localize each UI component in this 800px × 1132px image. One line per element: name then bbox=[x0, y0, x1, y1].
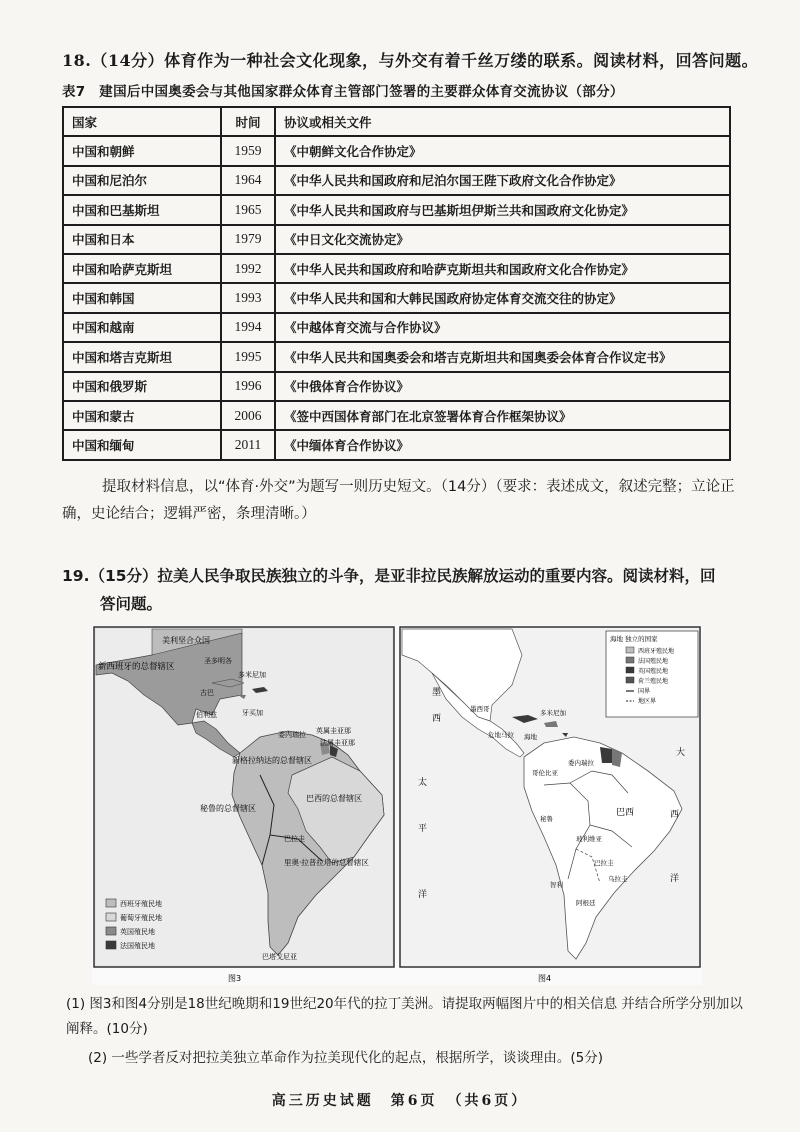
map4-legend-britain: 英国殖民地 bbox=[638, 668, 669, 675]
table-row bbox=[63, 401, 730, 430]
map3-label-rio-plata: 里奥·拉普拉塔的总督辖区 bbox=[284, 858, 369, 867]
map3-label-venezuela: 委内瑞拉 bbox=[278, 731, 306, 739]
map4-label-central: 危地马拉 bbox=[488, 731, 514, 739]
cell-document: 《中华人民共和国政府与巴基斯坦伊斯兰共和国政府文化协定》 bbox=[275, 195, 730, 224]
map4-ocean-atlantic-2: 西 bbox=[670, 810, 680, 820]
map4-label-colombia: 哥伦比亚 bbox=[532, 769, 558, 777]
map3-label-british-guiana: 英属圭亚那 bbox=[316, 727, 351, 735]
map3-label-brazil: 巴西的总督辖区 bbox=[306, 794, 362, 803]
header-document: 协议或相关文件 bbox=[275, 107, 730, 136]
table-row bbox=[63, 166, 730, 195]
map3-legend-spain: 西班牙殖民地 bbox=[120, 900, 162, 908]
header-country: 国家 bbox=[63, 107, 221, 136]
cell-document: 《中俄体育合作协议》 bbox=[275, 372, 730, 401]
map4-ocean-atlantic-1: 大 bbox=[676, 748, 686, 758]
map3-label-usa: 美利坚合众国 bbox=[162, 636, 210, 645]
cell-document: 《中华人民共和国政府和尼泊尔国王陛下政府文化合作协定》 bbox=[275, 166, 730, 195]
map4-legend-border: 国界 bbox=[638, 688, 651, 695]
map3-label-peru: 秘鲁的总督辖区 bbox=[200, 804, 256, 813]
map3-label-paraguay: 巴拉圭 bbox=[284, 835, 305, 843]
cell-document: 《中越体育交流与合作协议》 bbox=[275, 313, 730, 342]
map4-legend-title: 海地 独立的国家 bbox=[610, 635, 658, 643]
cell-year: 1995 bbox=[221, 342, 275, 371]
table-row bbox=[63, 430, 730, 459]
map4-caption: 图4 bbox=[538, 974, 552, 983]
table-row bbox=[63, 195, 730, 224]
page-footer: 高三历史试题 第6页 （共6页） bbox=[271, 1093, 529, 1109]
map4-ocean-atlantic-3: 洋 bbox=[670, 874, 680, 884]
map3-label-jamaica: 牙买加 bbox=[242, 709, 263, 717]
map4-ocean-pacific-3: 太 bbox=[418, 778, 428, 788]
map4-legend-region-border: 地区界 bbox=[638, 698, 657, 705]
table-caption: 表7 建国后中国奥委会与其他国家群众体育主管部门签署的主要群众体育交流协议（部分） bbox=[62, 84, 624, 100]
cell-year: 2011 bbox=[221, 430, 275, 459]
cell-document: 《中华人民共和国奥委会和塔吉克斯坦共和国奥委会体育合作议定书》 bbox=[275, 342, 730, 371]
cell-year: 1959 bbox=[221, 136, 275, 165]
cell-country: 中国和缅甸 bbox=[63, 430, 221, 459]
map3-caption: 图3 bbox=[228, 974, 242, 983]
table-row bbox=[63, 254, 730, 283]
map4-label-chile: 智利 bbox=[550, 881, 563, 889]
map3-label-belize: 伯利兹 bbox=[196, 711, 217, 719]
cell-year: 1965 bbox=[221, 195, 275, 224]
cell-document: 《中日文化交流协定》 bbox=[275, 225, 730, 254]
map3-legend-france: 法国殖民地 bbox=[120, 942, 155, 950]
table-row bbox=[63, 372, 730, 401]
map3-label-new-granada: 新格拉纳达的总督辖区 bbox=[232, 756, 312, 765]
map3-label-santo-domingo: 圣多明各 bbox=[204, 657, 232, 665]
cell-year: 1964 bbox=[221, 166, 275, 195]
table-row bbox=[63, 313, 730, 342]
cell-country: 中国和韩国 bbox=[63, 283, 221, 312]
question-19-heading-line2: 答问题。 bbox=[100, 595, 163, 613]
cell-year: 1996 bbox=[221, 372, 275, 401]
table-row bbox=[63, 136, 730, 165]
header-year: 时间 bbox=[221, 107, 275, 136]
map3-legend-britain: 英国殖民地 bbox=[120, 928, 155, 936]
map3-label-cuba: 古巴 bbox=[200, 689, 214, 697]
map3-label-new-spain: 新西班牙的总督辖区 bbox=[98, 662, 175, 672]
cell-country: 中国和尼泊尔 bbox=[63, 166, 221, 195]
cell-document: 《签中西国体育部门在北京签署体育合作框架协议》 bbox=[275, 401, 730, 430]
cell-year: 1992 bbox=[221, 254, 275, 283]
agreements-table bbox=[62, 106, 731, 461]
map4-label-paraguay: 巴拉圭 bbox=[594, 859, 614, 867]
cell-country: 中国和哈萨克斯坦 bbox=[63, 254, 221, 283]
cell-country: 中国和朝鲜 bbox=[63, 136, 221, 165]
map4-ocean-pacific-5: 洋 bbox=[418, 890, 428, 900]
cell-document: 《中缅体育合作协议》 bbox=[275, 430, 730, 459]
map4-legend-france: 法国殖民地 bbox=[638, 658, 669, 665]
cell-country: 中国和蒙古 bbox=[63, 401, 221, 430]
map4-ocean-pacific-2: 西 bbox=[432, 714, 442, 724]
cell-document: 《中华人民共和国政府和哈萨克斯坦共和国政府文化合作协定》 bbox=[275, 254, 730, 283]
map4-legend-spain: 西班牙殖民地 bbox=[638, 648, 675, 655]
cell-country: 中国和俄罗斯 bbox=[63, 372, 221, 401]
map4-ocean-pacific-4: 平 bbox=[418, 824, 428, 834]
question-18-task: 提取材料信息，以“体育·外交”为题写一则历史短文。（14分）（要求：表述成文，叙述完整；立论正确，史论结合；逻辑严密，条理清晰。） bbox=[62, 479, 735, 522]
map3-label-dominica: 多米尼加 bbox=[238, 671, 266, 679]
map4-label-bolivia: 玻利维亚 bbox=[576, 835, 602, 843]
cell-country: 中国和越南 bbox=[63, 313, 221, 342]
map3-legend-portugal: 葡萄牙殖民地 bbox=[120, 914, 162, 922]
cell-year: 2006 bbox=[221, 401, 275, 430]
table-row bbox=[63, 342, 730, 371]
cell-year: 1979 bbox=[221, 225, 275, 254]
map4-label-uruguay: 乌拉圭 bbox=[608, 875, 628, 883]
latin-america-maps bbox=[92, 625, 702, 985]
cell-document: 《中华人民共和国和大韩民国政府协定体育交流交往的协定》 bbox=[275, 283, 730, 312]
map-4 bbox=[400, 627, 700, 983]
question-19-part-1: (1) 图3和图4分别是18世纪晚期和19世纪20年代的拉丁美洲。请提取两幅图片中的相关信息 并结合所学分别加以阐释。(10分) bbox=[66, 996, 743, 1037]
table-row bbox=[63, 283, 730, 312]
cell-country: 中国和日本 bbox=[63, 225, 221, 254]
question-19-heading-line1: 19.（15分）拉美人民争取民族独立的斗争，是亚非拉民族解放运动的重要内容。阅读材料，回 bbox=[62, 567, 716, 585]
map4-label-venezuela: 委内瑞拉 bbox=[568, 759, 594, 767]
question-18-heading: 18.（14分）体育作为一种社会文化现象，与外交有着千丝万缕的联系。阅读材料，回答问题。 bbox=[62, 51, 759, 70]
table-row bbox=[63, 225, 730, 254]
cell-document: 《中朝鲜文化合作协定》 bbox=[275, 136, 730, 165]
cell-year: 1994 bbox=[221, 313, 275, 342]
map4-legend bbox=[606, 631, 698, 717]
cell-year: 1993 bbox=[221, 283, 275, 312]
question-19-part-2: (2) 一些学者反对把拉美独立革命作为拉美现代化的起点，根据所学，谈谈理由。(5分) bbox=[88, 1050, 604, 1066]
map4-label-mexico: 墨西哥 bbox=[470, 705, 490, 713]
question-19-heading bbox=[62, 562, 742, 618]
map4-label-haiti: 海地 bbox=[524, 733, 537, 741]
map4-legend-netherlands: 荷兰殖民地 bbox=[638, 678, 669, 685]
table-header-row bbox=[63, 107, 730, 136]
map4-label-peru: 秘鲁 bbox=[540, 815, 553, 823]
map3-label-patagonia: 巴塔戈尼亚 bbox=[262, 953, 297, 961]
cell-country: 中国和巴基斯坦 bbox=[63, 195, 221, 224]
map4-label-argentina: 阿根廷 bbox=[576, 899, 596, 907]
map4-label-brazil: 巴西 bbox=[616, 808, 635, 818]
map4-ocean-pacific-1: 墨 bbox=[432, 688, 442, 698]
cell-country: 中国和塔吉克斯坦 bbox=[63, 342, 221, 371]
map3-label-french-guiana: 法属圭亚那 bbox=[320, 739, 355, 747]
map-3 bbox=[94, 627, 394, 983]
map4-label-dominican: 多米尼加 bbox=[540, 709, 566, 717]
